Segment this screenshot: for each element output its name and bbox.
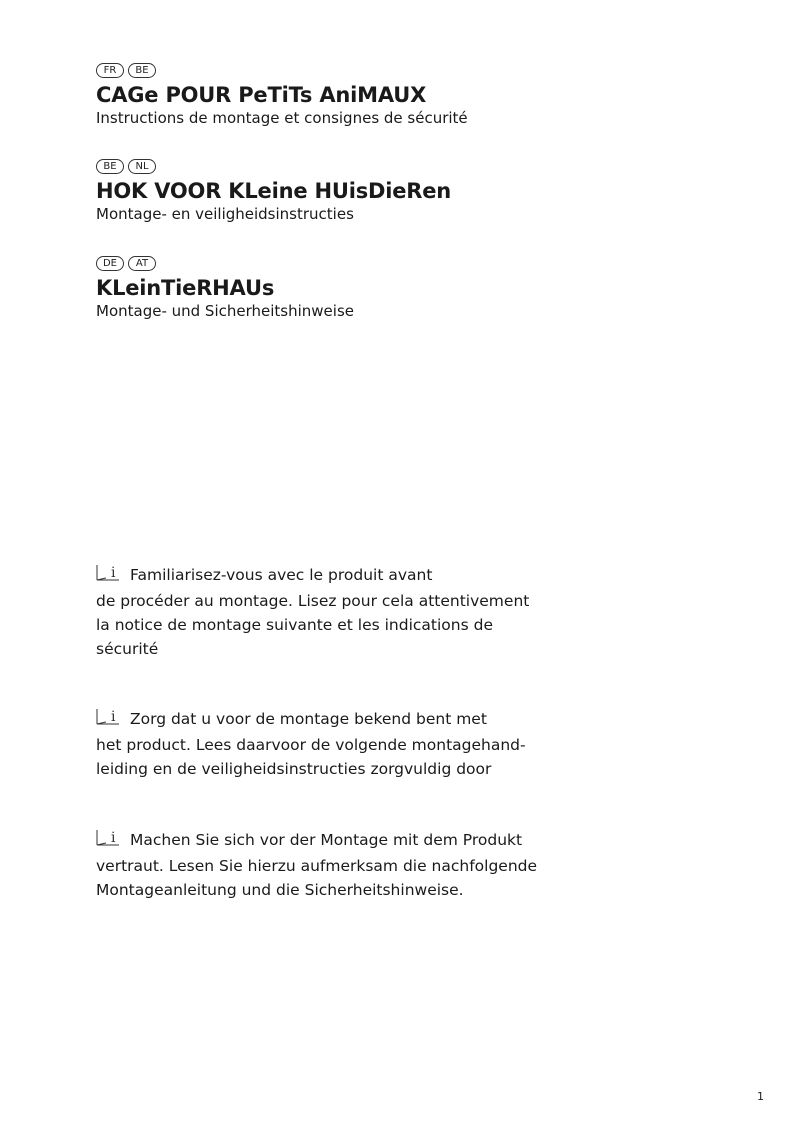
language-badge-at: AT [128,256,156,271]
svg-text:i: i [111,709,116,725]
language-badge-fr: FR [96,63,124,78]
section-fr-be [96,61,468,128]
notice-text [96,563,556,661]
notice-line: de procéder au montage. Lisez pour cela attentivement [96,592,530,610]
info-book-icon [96,708,120,733]
language-badge-be: BE [96,159,124,174]
language-badge-de: DE [96,256,124,271]
notice-line: het product. Lees daarvoor de volgende montagehand- [96,736,526,754]
section-be-nl [96,157,451,224]
notice-line: vertraut. Lesen Sie hierzu aufmerksam die nachfolgende [96,857,538,875]
notice-line-text: Zorg dat u voor de montage bekend bent met [130,710,487,728]
product-subtitle-de: Montage- und Sicherheitshinweise [96,302,354,320]
language-badge-nl: NL [128,159,156,174]
svg-text:i: i [111,830,116,846]
notice-text [96,828,556,902]
notice-line: la notice de montage suivante et les indications de [96,616,493,634]
notice-line-text: Familiarisez-vous avec le produit avant [130,566,433,584]
notice-line [96,828,556,854]
notice-fr [96,563,556,661]
product-subtitle-nl: Montage- en veiligheidsinstructies [96,205,354,223]
language-badges [96,254,354,272]
product-title-nl: HOK VOOR KLeine HUisDieRen [96,179,452,203]
notice-line-text: Machen Sie sich vor der Montage mit dem Produkt [130,831,523,849]
page-number: 1 [757,1090,764,1103]
notice-line: sécurité [96,640,159,658]
language-badges [96,157,451,175]
info-book-icon [96,829,120,854]
language-badges [96,61,468,79]
product-subtitle-fr: Instructions de montage et consignes de sécurité [96,109,468,127]
notice-text [96,707,556,781]
notice-line: leiding en de veiligheidsinstructies zorgvuldig door [96,760,492,778]
notice-nl [96,707,556,781]
product-title-de: KLeinTieRHAUs [96,276,275,300]
notice-de [96,828,556,902]
product-title-fr: CAGe POUR PeTiTs AniMAUX [96,83,427,107]
notice-line [96,563,556,589]
notice-line [96,707,556,733]
language-badge-be: BE [128,63,156,78]
section-de-at [96,254,354,321]
notice-line: Montageanleitung und die Sicherheitshinweise. [96,881,464,899]
svg-text:i: i [111,565,116,581]
info-book-icon [96,564,120,589]
